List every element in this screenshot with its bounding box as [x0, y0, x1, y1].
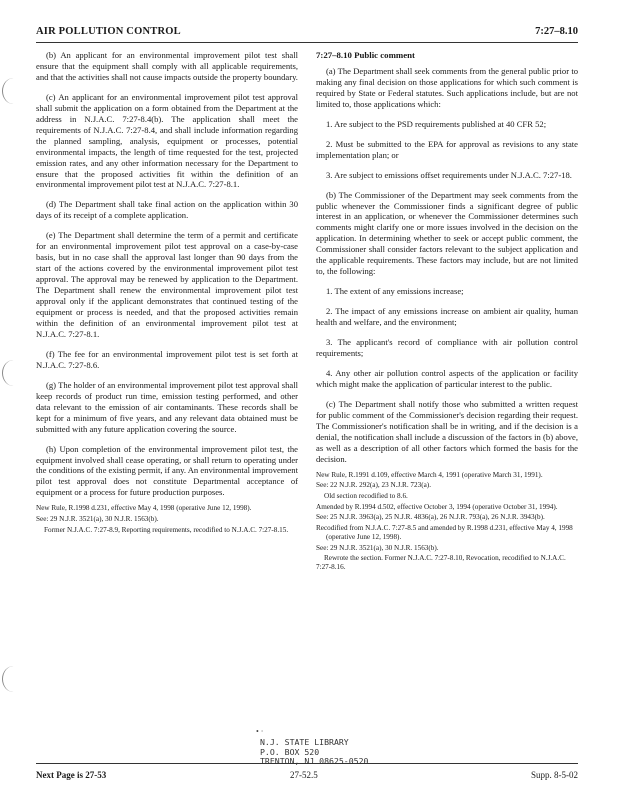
stamp-line: P.O. BOX 520 — [260, 746, 320, 757]
history-note: New Rule, R.1991 d.109, effective March 4, 1991 (operative March 31, 1991). — [316, 470, 543, 479]
list-item: 3. Are subject to emissions offset requirements under N.J.A.C. 7:27-18. — [326, 169, 572, 180]
paragraph-f: (f) The fee for an environmental improvement pilot test is set forth at N.J.A.C. 7:27-8.6. — [36, 348, 298, 370]
binder-hole-mark — [2, 78, 25, 104]
left-column — [36, 50, 298, 536]
right-column — [316, 50, 578, 574]
paragraph-d: (d) The Department shall take final action on the application within 30 days of its receipt of a complete application. — [36, 199, 298, 221]
list-item: 2. Must be submitted to the EPA for approval as revisions to any state implementation plan; or — [316, 138, 578, 160]
paragraph-c: (c) An applicant for an environmental improvement pilot test approval shall submit the application on a form obtained from the Department at the address in N.J.A.C. 7:27-8.4(b). The application shall meet the requirements of N.J.A.C. 7:27-8.4, and shall include information regarding the planned sampling, analysis, equipment or processes, potential environmental impacts, the length of time requested for the test, projected emission rates, and any other information necessary for the Department to ensure that the proposed activities fit within the definition of an environmental improvement pilot test at N.J.A.C. 7:27-8.1. — [36, 91, 298, 190]
paragraph-h: (h) Upon completion of the environmental improvement pilot test, the equipment involved shall cease operating, or shall return to operating under the conditions of the existing permit, if any. An environmental improvement pilot test approval does not constitute Departmental acceptance of equipment or a process for future production purposes. — [36, 443, 298, 498]
binder-hole-mark — [2, 666, 25, 692]
list-item: 2. The impact of any emissions increase on ambient air quality, human health and welfare, and the environment; — [316, 306, 578, 328]
paragraph-c: (c) The Department shall notify those who submitted a written request for public comment of the Commissioner's decision regarding their request. The Commissioner's notification shall be in writing, and if the decision is a denial, the notification shall include a discussion of the factors in (b) above, as well as a description of all other factors which formed the basis for the decision. — [316, 398, 578, 464]
stamp-line: TRENTON, NJ 08625-0520 — [260, 756, 369, 767]
footer-next-page: Next Page is 27-53 — [36, 770, 107, 780]
footer-supplement-date: Supp. 8-5-02 — [531, 770, 578, 780]
stamp-line: N.J. STATE LIBRARY — [260, 737, 349, 747]
running-header-section: 7:27–8.10 — [535, 26, 578, 37]
history-note: New Rule, R.1998 d.231, effective May 4, 1998 (operative June 12, 1998). — [36, 504, 252, 513]
section-heading: 7:27–8.10 Public comment — [316, 50, 415, 60]
paragraph-b: (b) An applicant for an environmental improvement pilot test shall ensure that the equipment shall comply with all applicable requirements, and that the activities shall not cause impacts outside the property boundary. — [36, 50, 298, 82]
history-note: Amended by R.1994 d.502, effective October 3, 1994 (operative October 31, 1994). — [316, 502, 558, 511]
footer-rule — [36, 763, 578, 764]
history-note: Rewrote the section. Former N.J.A.C. 7:27-8.10, Revocation, recodified to N.J.A.C. 7:27-8.16. — [316, 554, 566, 571]
running-header-title: AIR POLLUTION CONTROL — [36, 26, 181, 37]
list-item: 4. Any other air pollution control aspects of the application or facility which might make the application of particular interest to the public. — [316, 367, 578, 389]
history-note: Recodified from N.J.A.C. 7:27-8.5 and amended by R.1998 d.231, effective May 4, 1998 (operative June 12, 1998). — [316, 524, 573, 541]
header-rule — [36, 42, 578, 43]
history-note: Former N.J.A.C. 7:27-8.9, Reporting requirements, recodified to N.J.A.C. 7:27-8.15. — [44, 525, 289, 534]
history-note: See: 22 N.J.R. 292(a), 23 N.J.R. 723(a). — [316, 481, 431, 490]
binder-hole-mark — [2, 360, 25, 386]
list-item: 1. Are subject to the PSD requirements published at 40 CFR 52; — [326, 118, 547, 129]
history-note: See: 25 N.J.R. 3963(a), 25 N.J.R. 4836(a), 26 N.J.R. 793(a), 26 N.J.R. 3943(b). — [316, 513, 545, 522]
history-note: See: 29 N.J.R. 3521(a), 30 N.J.R. 1563(b). — [316, 543, 439, 552]
history-note: See: 29 N.J.R. 3521(a), 30 N.J.R. 1563(b). — [36, 515, 159, 524]
list-item: 3. The applicant's record of compliance with air pollution control requirements; — [316, 337, 578, 359]
list-item: 1. The extent of any emissions increase; — [326, 286, 464, 297]
paragraph-e: (e) The Department shall determine the term of a permit and certificate for an environmental improvement pilot test approval on a case-by-case basis, but in no case shall the approval last longer than 90 days from the start of the actions covered by the environmental improvement pilot test approval. The approval may be renewed by application to the Department. The Department shall renew the environmental improvement pilot test approval only if the applicant demonstrates that continued testing of the equipment or process is needed, and that the proposed activities remain within the definition of an environmental improvement pilot test at N.J.A.C. 7:27-8.1. — [36, 230, 298, 339]
footer-page-number: 27-52.5 — [290, 770, 318, 780]
history-note: Old section recodified to 8.6. — [324, 492, 408, 500]
paragraph-a: (a) The Department shall seek comments from the general public prior to making any final decision on those applications for which such comment is required by State or Federal statutes. Such applications include, but are not limited to, those applications which: — [316, 65, 578, 109]
paragraph-b: (b) The Commissioner of the Department may seek comments from the public whenever the Commissioner finds a significant degree of public interest in an application, or whenever the Commissioner determines such comments might clarify one or more issues involved in the decision on the application. In determining whether to seek or accept public comment, the Commissioner shall consider factors relevant to the subject application and the applicable requirements. These factors may include, but are not limited to, the following: — [316, 189, 578, 277]
ink-speck: • · — [256, 727, 264, 736]
paragraph-g: (g) The holder of an environmental improvement pilot test approval shall keep records of product run time, emission testing performed, and other data relevant to the emission of air contaminants. These records shall be kept for a minimum of five years, and any relevant data obtained must be submitted with any future application covering the source. — [36, 379, 298, 434]
